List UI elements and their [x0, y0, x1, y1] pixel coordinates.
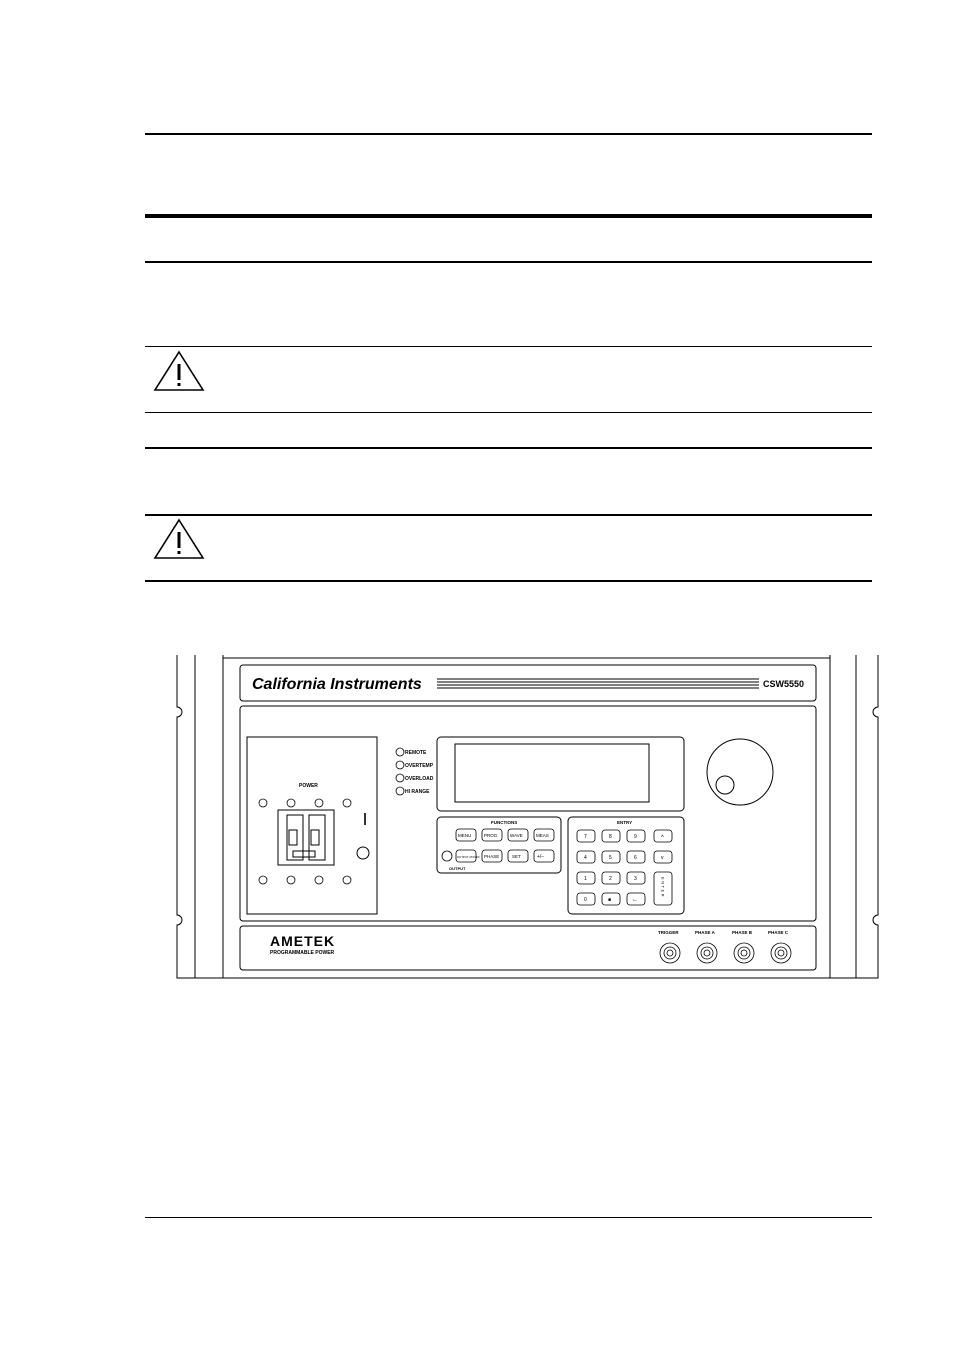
- indicator-remote: REMOTE: [405, 750, 427, 756]
- key-8: 8: [609, 834, 612, 840]
- brand-stripes: [437, 679, 759, 688]
- section-rule: [145, 261, 872, 263]
- brand-name: California Instruments: [252, 676, 422, 693]
- key-2: 2: [609, 876, 612, 882]
- warning-bottom-rule-2: [145, 580, 872, 582]
- menu-key: MENU: [458, 833, 472, 838]
- warning-icon: [153, 350, 205, 394]
- warning-top-rule-2: [145, 514, 872, 516]
- set-key: SET: [512, 854, 521, 859]
- wave-key: WAVE: [510, 833, 523, 838]
- prog-key: PROG: [484, 833, 498, 838]
- key-0: 0: [584, 897, 587, 903]
- indicator-overtemp: OVERTEMP: [405, 763, 434, 769]
- key-decimal: ■: [608, 897, 612, 903]
- key-1: 1: [584, 876, 587, 882]
- footer-rule: [145, 1217, 872, 1218]
- plus-minus-key: +/−: [537, 854, 545, 860]
- indicator-leds: [396, 748, 404, 795]
- bnc-connector-icons: [660, 943, 791, 963]
- key-up: ^: [661, 835, 664, 841]
- phase-key: PHASE: [484, 854, 500, 859]
- front-panel-drawing: [175, 655, 880, 981]
- indicator-hi-range: HI RANGE: [405, 789, 430, 795]
- output-off-label: OUTPUT: [449, 866, 466, 871]
- section-rule-thick: [145, 214, 872, 218]
- key-5: 5: [609, 855, 612, 861]
- top-rule: [145, 133, 872, 135]
- key-3: 3: [634, 876, 637, 882]
- ametek-subtitle: PROGRAMMABLE POWER: [270, 950, 335, 956]
- meas-key: MEAS: [536, 833, 549, 838]
- warning-bottom-rule-1: [145, 412, 872, 413]
- key-4: 4: [584, 855, 587, 861]
- phase-b-label: PHASE B: [732, 930, 753, 935]
- functions-label: FUNCTIONS: [491, 820, 518, 825]
- key-6: 6: [634, 855, 637, 861]
- model-name: CSW5550: [763, 679, 805, 689]
- section-rule-2: [145, 447, 872, 449]
- key-down: v: [661, 855, 664, 861]
- screw-icons: [259, 799, 351, 884]
- enter-key: ENTER: [660, 877, 666, 899]
- entry-label: ENTRY: [617, 820, 633, 825]
- warning-icon: [153, 518, 205, 562]
- phase-c-label: PHASE C: [768, 930, 789, 935]
- warning-top-rule-1: [145, 346, 872, 347]
- trigger-label: TRIGGER: [658, 930, 679, 935]
- indicator-overload: OVERLOAD: [405, 776, 434, 782]
- ametek-logo: AMETEK: [270, 933, 336, 949]
- key-7: 7: [584, 834, 587, 840]
- key-backspace: ←: [632, 897, 638, 903]
- output-key: OUTPUT ON/OFF: [457, 855, 480, 859]
- key-9: 9: [634, 834, 637, 840]
- power-label: POWER: [299, 783, 318, 789]
- phase-a-label: PHASE A: [695, 930, 715, 935]
